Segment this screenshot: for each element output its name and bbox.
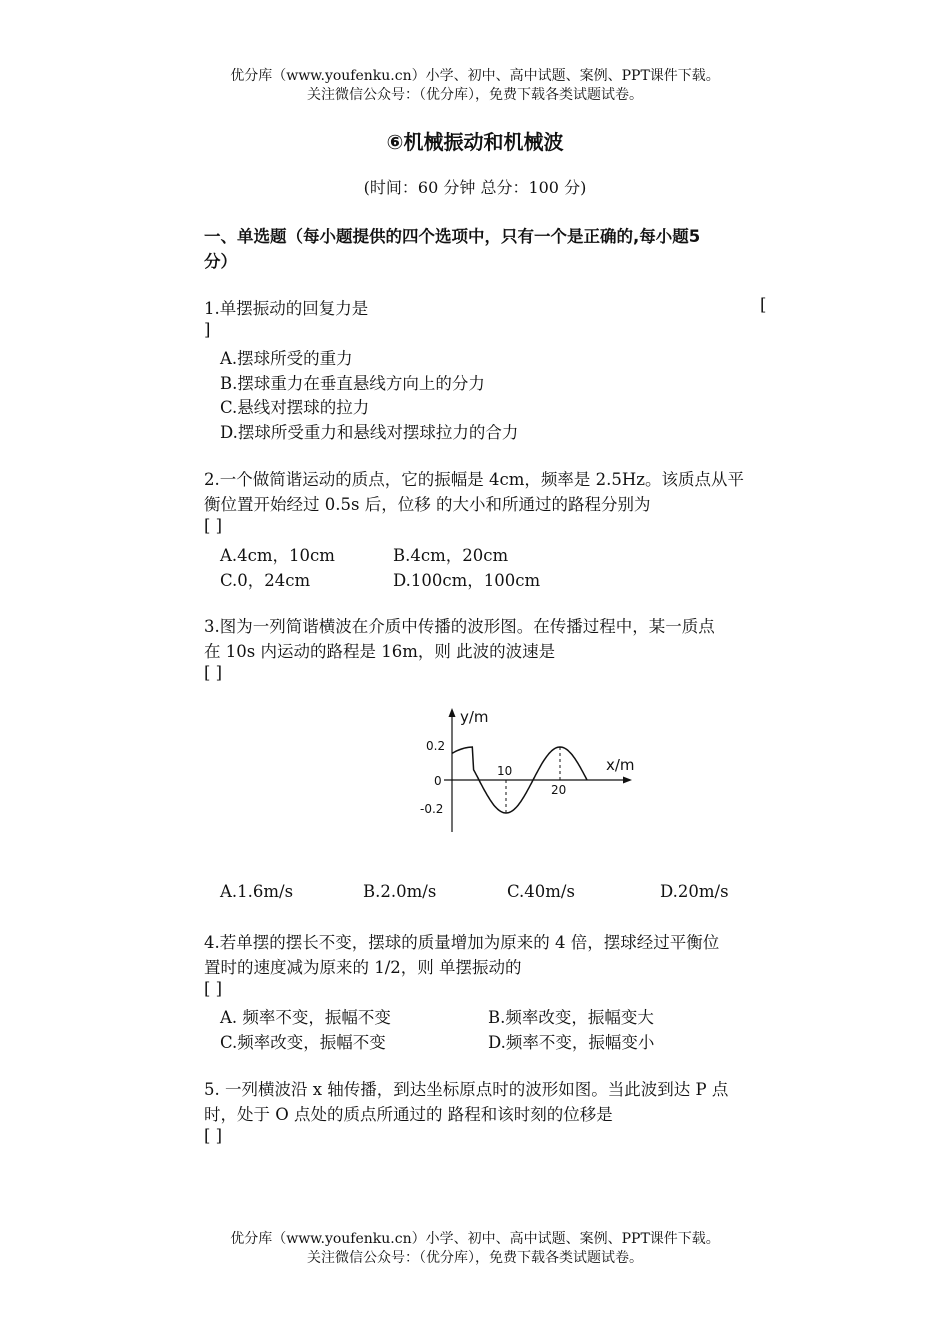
q3-option-c: C.40m/s — [507, 882, 575, 901]
header-line-2: 关注微信公众号：（优分库），免费下载各类试题试卷。 — [307, 87, 643, 103]
q2-option-b: B.4cm，20cm — [393, 546, 509, 565]
q2-option-d: D.100cm，100cm — [393, 571, 541, 590]
q5-stem-line-1: 5. 一列横波沿 x 轴传播，到达坐标原点时的波形如图。当此波到达 P 点 — [204, 1080, 729, 1099]
q3-option-b: B.2.0m/s — [363, 882, 437, 901]
footer-line-2: 关注微信公众号：（优分库），免费下载各类试题试卷。 — [307, 1250, 643, 1266]
q4-option-d: D.频率不变，振幅变小 — [488, 1033, 655, 1052]
q1-option-c: C.悬线对摆球的拉力 — [220, 398, 370, 417]
y-axis-arrow — [449, 708, 456, 717]
x-axis-arrow — [623, 777, 632, 784]
q3-bracket: [ ] — [204, 663, 223, 682]
section-heading-line-1: 一、单选题（每小题提供的四个选项中，只有一个是正确的,每小题5 — [204, 227, 701, 246]
q3-stem-line-1: 3.图为一列简谐横波在介质中传播的波形图。在传播过程中，某一质点 — [204, 617, 715, 636]
q4-option-b: B.频率改变，振幅变大 — [488, 1008, 654, 1027]
y-tick-label-zero: 0 — [434, 774, 442, 788]
q4-option-c: C.频率改变，振幅不变 — [220, 1033, 386, 1052]
x-axis-label: x/m — [606, 756, 635, 774]
q4-bracket: [ ] — [204, 979, 223, 998]
q2-bracket: [ ] — [204, 516, 223, 535]
q5-stem-line-2: 时，处于 O 点处的质点所通过的 路程和该时刻的位移是 — [204, 1105, 613, 1124]
y-axis-label: y/m — [460, 708, 489, 726]
header-line-1: 优分库（www.youfenku.cn）小学、初中、高中试题、案例、PPT课件下载。 — [230, 68, 720, 84]
q2-option-a: A.4cm，10cm — [220, 546, 335, 565]
q1-option-a: A.摆球所受的重力 — [220, 349, 353, 368]
wave-chart — [410, 700, 650, 840]
y-tick-label-pos: 0.2 — [426, 739, 446, 753]
q1-option-b: B.摆球重力在垂直悬线方向上的分力 — [220, 374, 485, 393]
footer-line-1: 优分库（www.youfenku.cn）小学、初中、高中试题、案例、PPT课件下载。 — [230, 1231, 720, 1247]
q3-option-a: A.1.6m/s — [220, 882, 294, 901]
section-heading-line-2: 分） — [204, 252, 237, 271]
q2-option-c: C.0，24cm — [220, 571, 311, 590]
y-tick-label-neg: -0.2 — [420, 802, 444, 816]
q4-option-a: A. 频率不变，振幅不变 — [220, 1008, 391, 1027]
q5-bracket: [ ] — [204, 1126, 223, 1145]
q4-stem-line-2: 置时的速度减为原来的 1/2，则 单摆振动的 — [204, 958, 522, 977]
q3-option-d: D.20m/s — [660, 882, 729, 901]
q2-stem-line-1: 2.一个做简谐运动的质点，它的振幅是 4cm，频率是 2.5Hz。该质点从平 — [204, 470, 744, 489]
page-title: ⑥机械振动和机械波 — [386, 130, 564, 154]
exam-meta: (时间：60 分钟 总分：100 分) — [363, 178, 587, 197]
q1-bracket-close: ] — [204, 320, 211, 339]
x-tick-label-20: 20 — [551, 783, 567, 797]
q1-option-d: D.摆球所受重力和悬线对摆球拉力的合力 — [220, 423, 519, 442]
x-tick-label-10: 10 — [497, 764, 513, 778]
q4-stem-line-1: 4.若单摆的摆长不变，摆球的质量增加为原来的 4 倍，摆球经过平衡位 — [204, 933, 720, 952]
q2-stem-line-2: 衡位置开始经过 0.5s 后，位移 的大小和所通过的路程分别为 — [204, 495, 651, 514]
q3-stem-line-2: 在 10s 内运动的路程是 16m，则 此波的波速是 — [204, 642, 556, 661]
q1-stem: 1.单摆振动的回复力是 — [204, 299, 369, 318]
q1-bracket-open: [ — [760, 295, 767, 314]
